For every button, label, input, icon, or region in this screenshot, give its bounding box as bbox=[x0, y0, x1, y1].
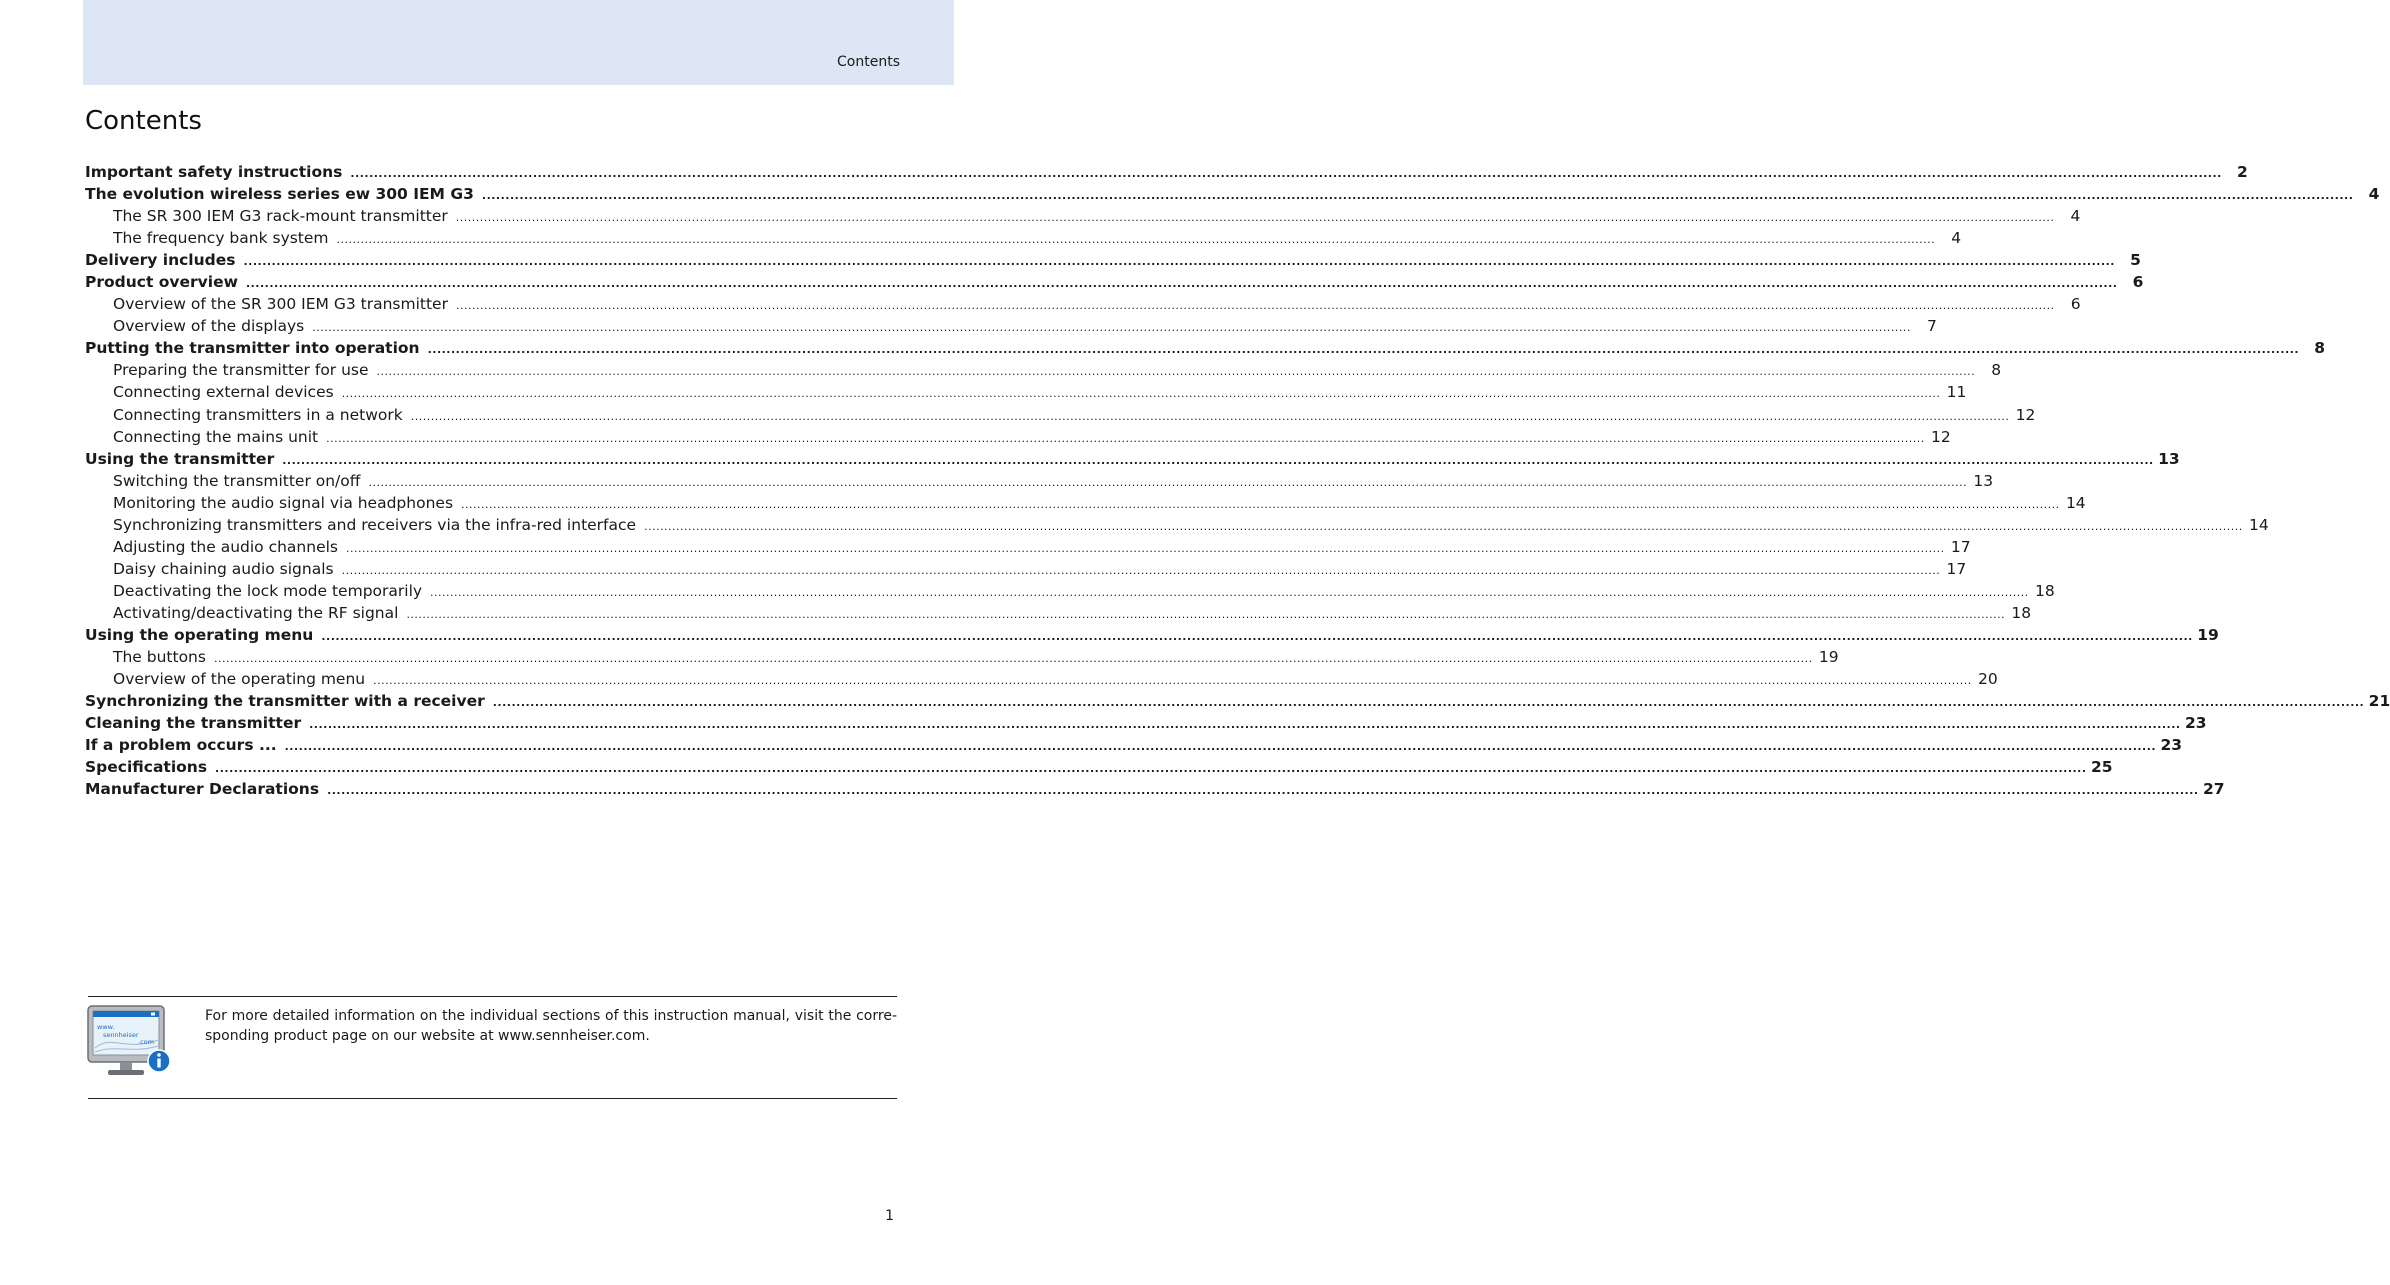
toc-entry[interactable] bbox=[85, 293, 2081, 315]
toc-entry-page: 20 bbox=[1978, 670, 1998, 689]
toc-dot-leader: ................................................................................................................................................................................................................................................................................................................................................................................................................ bbox=[461, 497, 2060, 511]
toc-dot-leader: ................................................................................................................................................................................................................................................................................................................................................................................................................ bbox=[376, 365, 1976, 379]
info-box-text: For more detailed information on the individual sections of this instruction manual, visit the corre-sponding product page on our website at www.sennheiser.com. bbox=[205, 1008, 897, 1044]
toc-entry[interactable] bbox=[85, 756, 2113, 778]
toc-entry-title: Using the transmitter bbox=[85, 449, 275, 468]
toc-entry-page: 6 bbox=[2070, 295, 2081, 314]
toc-entry-page: 18 bbox=[2011, 603, 2032, 622]
toc-entry[interactable] bbox=[85, 624, 2219, 646]
toc-entry-page: 23 bbox=[2160, 736, 2183, 755]
toc-dot-leader: ................................................................................................................................................................................................................................................................................................................................................................................................................ bbox=[327, 784, 2199, 798]
toc-dot-leader: ................................................................................................................................................................................................................................................................................................................................................................................................................ bbox=[326, 431, 1925, 445]
toc-entry-title: Overview of the SR 300 IEM G3 transmitter bbox=[113, 295, 448, 314]
toc-entry-page: 7 bbox=[1927, 317, 1937, 336]
toc-entry-page: 4 bbox=[2368, 185, 2380, 204]
toc-entry-title: The frequency bank system bbox=[113, 229, 329, 248]
toc-entry-title: Monitoring the audio signal via headphones bbox=[113, 493, 454, 512]
toc-entry-page: 17 bbox=[1946, 559, 1967, 578]
toc-entry[interactable] bbox=[85, 580, 2055, 602]
table-of-contents bbox=[85, 161, 2390, 800]
toc-entry-title: Daisy chaining audio signals bbox=[113, 559, 334, 578]
toc-dot-leader: ................................................................................................................................................................................................................................................................................................................................................................................................................ bbox=[346, 541, 1945, 555]
toc-dot-leader: ................................................................................................................................................................................................................................................................................................................................................................................................................ bbox=[213, 652, 1813, 666]
toc-dot-leader: ................................................................................................................................................................................................................................................................................................................................................................................................................ bbox=[321, 629, 2193, 643]
toc-entry-title: Delivery includes bbox=[85, 251, 236, 270]
toc-entry-page: 12 bbox=[1931, 427, 1951, 446]
toc-entry-title: Using the operating menu bbox=[85, 625, 314, 644]
monitor-screen-line-2: sennheiser bbox=[103, 1031, 139, 1039]
toc-entry-title: Overview of the displays bbox=[113, 317, 305, 336]
toc-entry[interactable] bbox=[85, 536, 1971, 558]
toc-entry-title: The buttons bbox=[113, 648, 206, 667]
toc-entry-page: 13 bbox=[1973, 471, 1994, 490]
toc-entry-title: Adjusting the audio channels bbox=[113, 537, 338, 556]
header-band bbox=[83, 0, 954, 85]
toc-entry[interactable] bbox=[85, 734, 2183, 756]
toc-entry-page: 23 bbox=[2185, 714, 2207, 733]
toc-entry[interactable] bbox=[85, 337, 2326, 359]
toc-dot-leader: ................................................................................................................................................................................................................................................................................................................................................................................................................ bbox=[455, 211, 2055, 225]
toc-entry-page: 4 bbox=[1951, 229, 1962, 248]
toc-entry-title: Connecting the mains unit bbox=[113, 427, 319, 446]
toc-entry-title: Manufacturer Declarations bbox=[85, 780, 320, 799]
monitor-info-icon bbox=[86, 1004, 174, 1082]
toc-entry-page: 6 bbox=[2132, 273, 2144, 292]
page-title: Contents bbox=[85, 106, 202, 136]
toc-entry-title: Activating/deactivating the RF signal bbox=[113, 603, 399, 622]
toc-entry[interactable] bbox=[85, 690, 2390, 712]
toc-entry-title: Preparing the transmitter for use bbox=[113, 361, 369, 380]
toc-entry-title: Synchronizing transmitters and receivers via the infra-red interface bbox=[113, 515, 637, 534]
toc-entry[interactable] bbox=[85, 381, 1967, 403]
toc-dot-leader: ................................................................................................................................................................................................................................................................................................................................................................................................................ bbox=[644, 519, 2243, 533]
toc-entry[interactable] bbox=[85, 359, 2002, 381]
toc-entry-page: 19 bbox=[1818, 648, 1839, 667]
toc-dot-leader: ................................................................................................................................................................................................................................................................................................................................................................................................................ bbox=[350, 167, 2222, 180]
toc-entry-title: Specifications bbox=[85, 758, 208, 777]
toc-entry[interactable] bbox=[85, 646, 1839, 668]
toc-dot-leader: ................................................................................................................................................................................................................................................................................................................................................................................................................ bbox=[284, 740, 2157, 754]
toc-dot-leader: ................................................................................................................................................................................................................................................................................................................................................................................................................ bbox=[309, 718, 2181, 732]
toc-dot-leader: ................................................................................................................................................................................................................................................................................................................................................................................................................ bbox=[492, 696, 2365, 710]
toc-entry-page: 19 bbox=[2197, 625, 2219, 644]
toc-dot-leader: ................................................................................................................................................................................................................................................................................................................................................................................................................ bbox=[282, 453, 2154, 467]
toc-dot-leader: ................................................................................................................................................................................................................................................................................................................................................................................................................ bbox=[427, 343, 2300, 357]
info-box-bottom-rule bbox=[88, 1098, 897, 1099]
toc-entry-title: Deactivating the lock mode temporarily bbox=[113, 581, 423, 600]
toc-entry[interactable] bbox=[85, 271, 2144, 293]
toc-entry[interactable] bbox=[85, 668, 1998, 690]
toc-entry[interactable] bbox=[85, 470, 1994, 492]
toc-entry[interactable] bbox=[85, 315, 1937, 337]
toc-dot-leader: ................................................................................................................................................................................................................................................................................................................................................................................................................ bbox=[336, 233, 1936, 247]
toc-entry-page: 4 bbox=[2070, 207, 2081, 226]
toc-entry[interactable] bbox=[85, 183, 2380, 205]
toc-entry-page: 14 bbox=[2065, 493, 2086, 512]
toc-entry-page: 21 bbox=[2368, 692, 2390, 711]
toc-entry-title: Overview of the operating menu bbox=[113, 670, 366, 689]
toc-entry-page: 8 bbox=[1991, 361, 2002, 380]
toc-dot-leader: ................................................................................................................................................................................................................................................................................................................................................................................................................ bbox=[430, 585, 2029, 599]
toc-entry-page: 18 bbox=[2034, 581, 2055, 600]
toc-entry-page: 27 bbox=[2202, 780, 2225, 799]
toc-entry[interactable] bbox=[85, 492, 2086, 514]
toc-entry-title: Cleaning the transmitter bbox=[85, 714, 302, 733]
toc-entry[interactable] bbox=[85, 426, 1951, 448]
toc-entry-title: Putting the transmitter into operation bbox=[85, 339, 420, 358]
toc-entry[interactable] bbox=[85, 778, 2225, 800]
toc-dot-leader: ................................................................................................................................................................................................................................................................................................................................................................................................................ bbox=[341, 563, 1941, 577]
toc-entry[interactable] bbox=[85, 227, 1962, 249]
toc-dot-leader: ................................................................................................................................................................................................................................................................................................................................................................................................................ bbox=[312, 321, 1911, 335]
toc-entry[interactable] bbox=[85, 558, 1967, 580]
toc-dot-leader: ................................................................................................................................................................................................................................................................................................................................................................................................................ bbox=[455, 299, 2055, 313]
toc-entry-page: 5 bbox=[2130, 251, 2141, 270]
toc-dot-leader: ................................................................................................................................................................................................................................................................................................................................................................................................................ bbox=[410, 409, 2010, 423]
toc-entry[interactable] bbox=[85, 602, 2032, 624]
toc-entry-title: Important safety instructions bbox=[85, 163, 343, 181]
toc-entry[interactable] bbox=[85, 249, 2141, 271]
toc-entry-page: 11 bbox=[1946, 383, 1967, 402]
toc-entry[interactable] bbox=[85, 404, 2036, 426]
page-number: 1 bbox=[885, 1208, 894, 1224]
toc-entry-page: 12 bbox=[2015, 405, 2036, 424]
toc-entry-page: 8 bbox=[2314, 339, 2326, 358]
header-section-label: Contents bbox=[837, 54, 900, 70]
toc-entry[interactable] bbox=[85, 514, 2269, 536]
toc-dot-leader: ................................................................................................................................................................................................................................................................................................................................................................................................................ bbox=[373, 674, 1972, 688]
toc-dot-leader: ................................................................................................................................................................................................................................................................................................................................................................................................................ bbox=[481, 189, 2354, 203]
toc-entry-title: Synchronizing the transmitter with a receiver bbox=[85, 692, 485, 711]
toc-dot-leader: ................................................................................................................................................................................................................................................................................................................................................................................................................ bbox=[341, 387, 1941, 401]
toc-entry-page: 13 bbox=[2158, 449, 2180, 468]
info-box-top-rule bbox=[88, 996, 897, 997]
toc-entry-title: If a problem occurs ... bbox=[85, 736, 277, 755]
toc-entry-title: Connecting transmitters in a network bbox=[113, 405, 403, 424]
monitor-screen-line-3: .com bbox=[138, 1038, 154, 1046]
toc-entry[interactable] bbox=[85, 712, 2207, 734]
toc-entry-page: 2 bbox=[2237, 163, 2248, 181]
toc-entry[interactable] bbox=[85, 205, 2081, 227]
toc-dot-leader: ................................................................................................................................................................................................................................................................................................................................................................................................................ bbox=[406, 607, 2006, 621]
toc-entry-title: Connecting external devices bbox=[113, 383, 334, 402]
monitor-screen-line-1: www. bbox=[97, 1023, 115, 1031]
toc-entry-title: The evolution wireless series ew 300 IEM G3 bbox=[85, 185, 474, 204]
toc-dot-leader: ................................................................................................................................................................................................................................................................................................................................................................................................................ bbox=[368, 475, 1968, 489]
toc-entry-title: Product overview bbox=[85, 273, 238, 292]
toc-entry-page: 14 bbox=[2248, 515, 2269, 534]
toc-entry-page: 25 bbox=[2090, 758, 2113, 777]
toc-dot-leader: ................................................................................................................................................................................................................................................................................................................................................................................................................ bbox=[215, 762, 2087, 776]
toc-dot-leader: ................................................................................................................................................................................................................................................................................................................................................................................................................ bbox=[245, 277, 2118, 291]
toc-dot-leader: ................................................................................................................................................................................................................................................................................................................................................................................................................ bbox=[243, 255, 2115, 269]
toc-entry-title: The SR 300 IEM G3 rack-mount transmitter bbox=[113, 207, 448, 226]
toc-entry[interactable] bbox=[85, 448, 2180, 470]
toc-entry-title: Switching the transmitter on/off bbox=[113, 471, 361, 490]
toc-entry[interactable] bbox=[85, 161, 2248, 183]
toc-entry-page: 17 bbox=[1950, 537, 1971, 556]
